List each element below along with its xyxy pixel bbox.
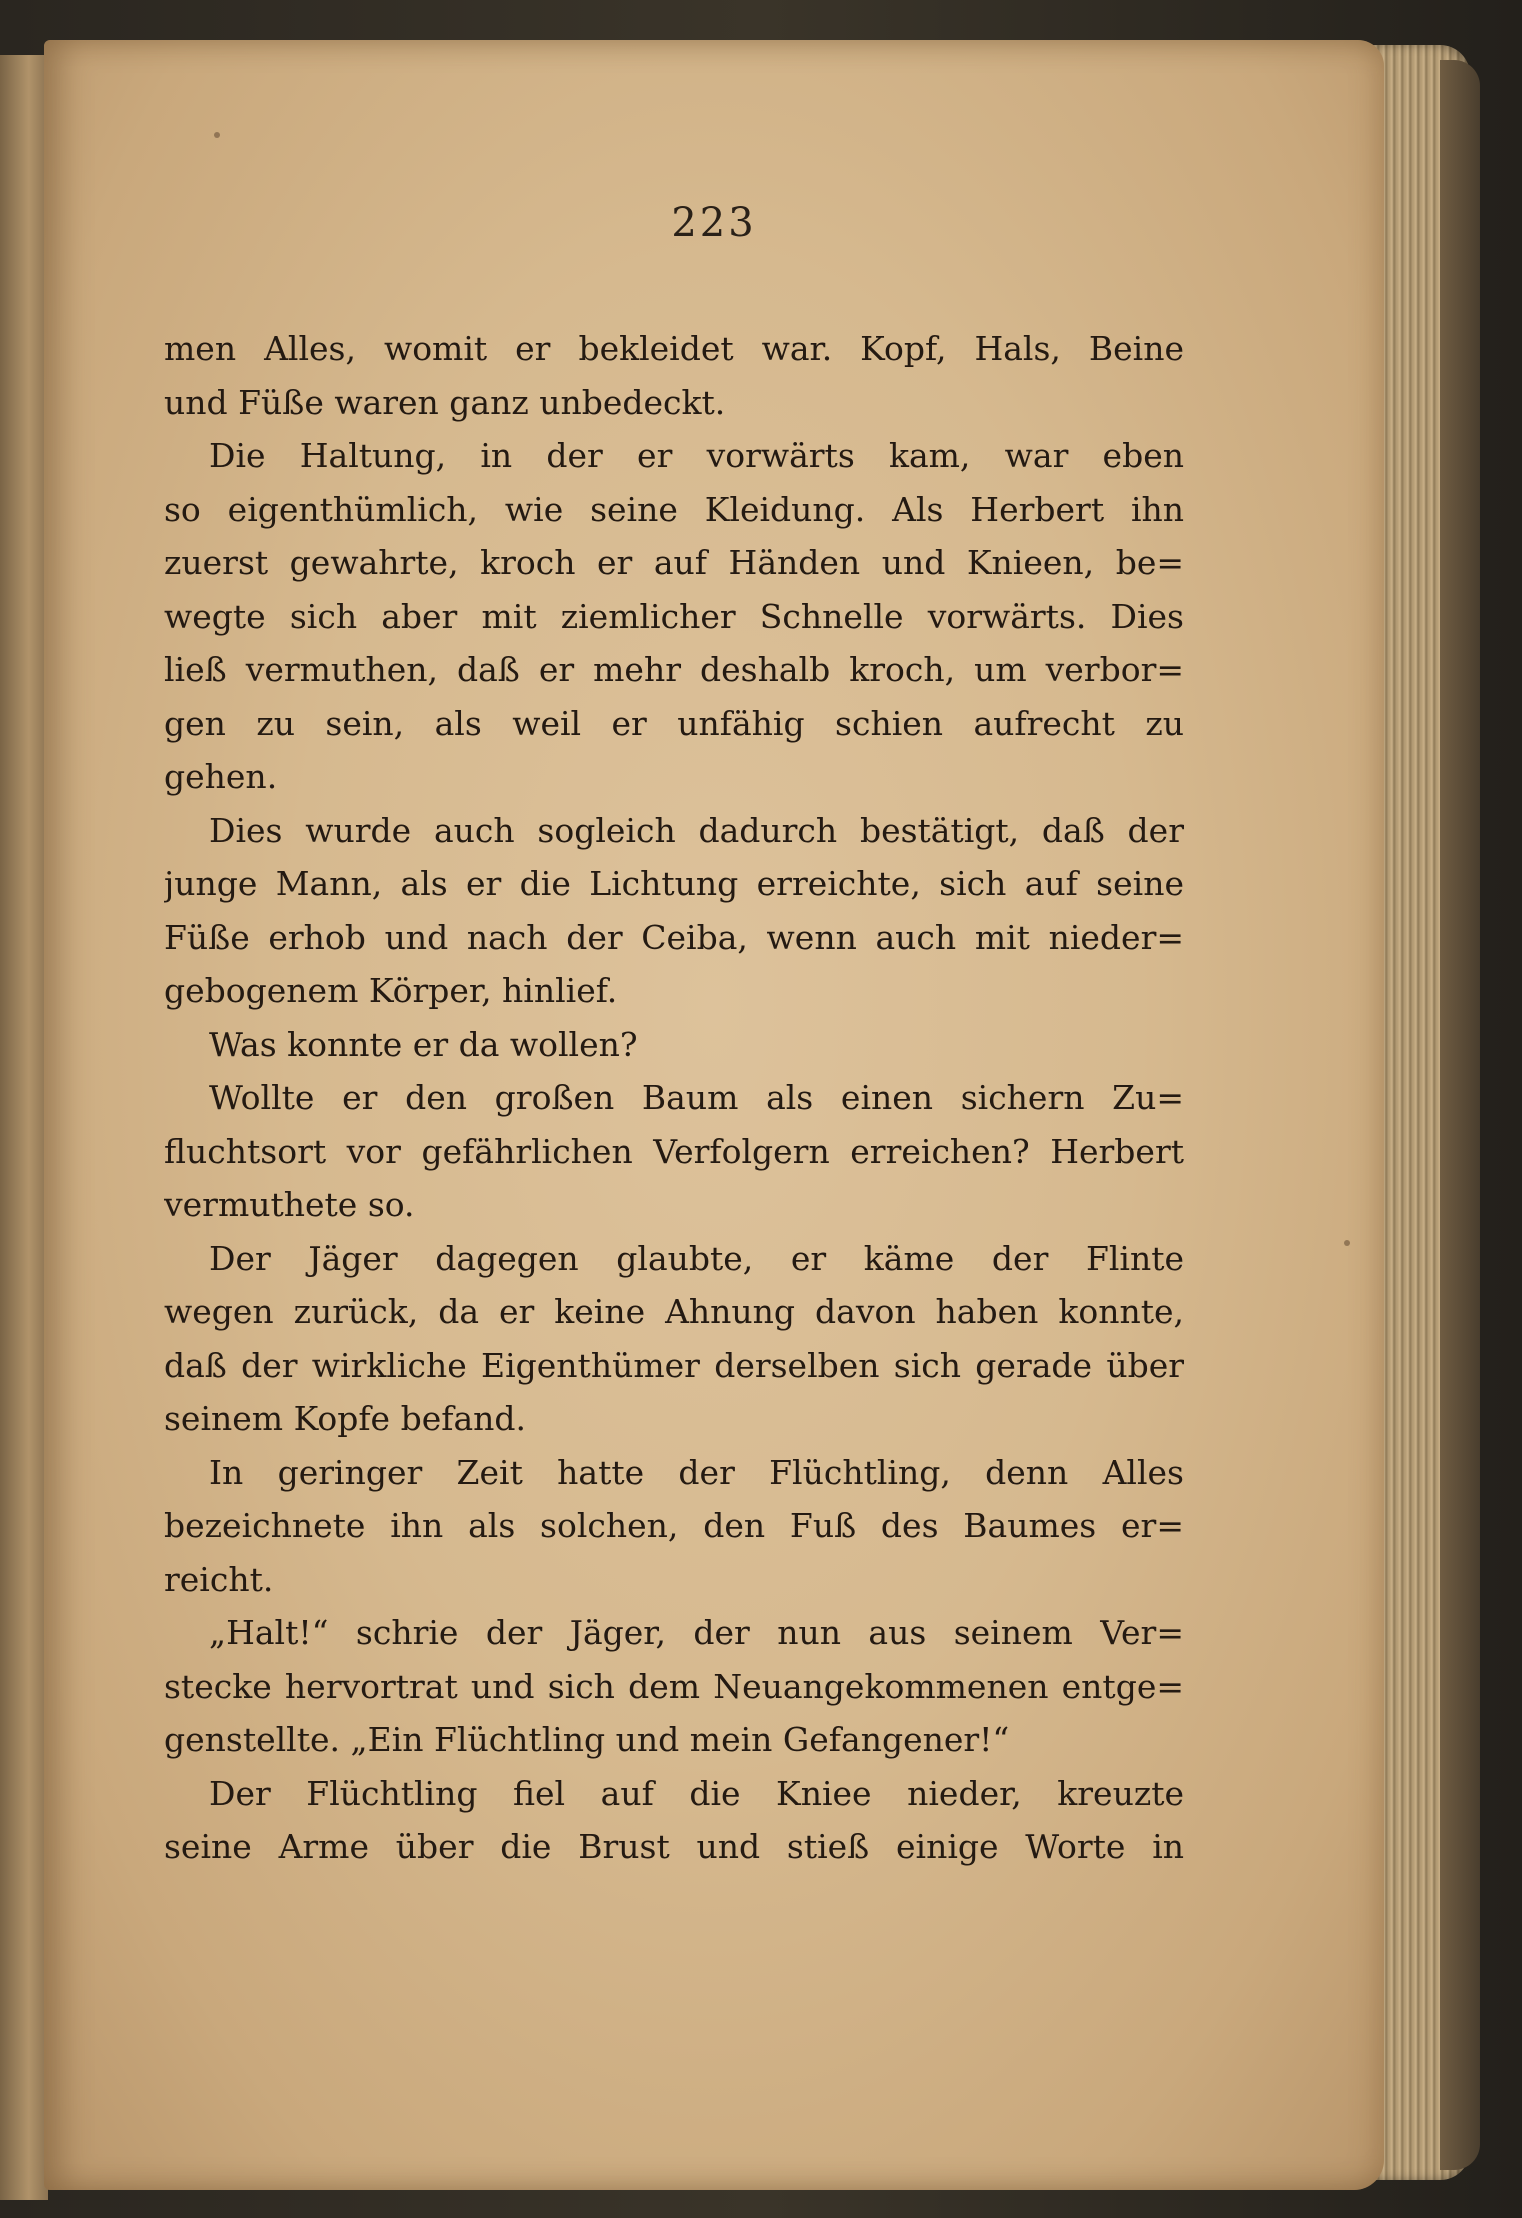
text-line: gebogenem Körper, hinlief. [164, 971, 618, 1010]
text-line: In geringer Zeit hatte der Flüchtling, denn Alles [209, 1452, 1184, 1492]
book-page [44, 40, 1384, 2190]
text-line: seine Arme über die Brust und stieß einige Worte in [164, 1827, 1184, 1866]
page-text [164, 322, 1184, 1874]
text-line: seinem Kopfe befand. [164, 1399, 526, 1438]
text-line: ließ vermuthen, daß er mehr deshalb kroch, um verbor= [164, 650, 1184, 689]
text-line: Wollte er den großen Baum als einen sichern Zu= [209, 1078, 1184, 1117]
text-line: fluchtsort vor gefährlichen Verfolgern erreichen? Herbert [164, 1131, 1184, 1171]
text-line: wegen zurück, da er keine Ahnung davon haben konnte, [164, 1292, 1184, 1331]
text-line: vermuthete so. [164, 1185, 415, 1224]
text-line: Dies wurde auch sogleich dadurch bestätigt, daß der [209, 810, 1184, 850]
text-line: Der Flüchtling fiel auf die Kniee nieder, kreuzte [209, 1773, 1184, 1813]
text-line: „Halt!“ schrie der Jäger, der nun aus seinem Ver= [209, 1613, 1184, 1652]
text-line: bezeichnete ihn als solchen, den Fuß des Baumes er= [164, 1506, 1184, 1545]
text-line: Was konnte er da wollen? [209, 1024, 638, 1064]
text-line: wegte sich aber mit ziemlicher Schnelle vorwärts. Dies [164, 596, 1184, 636]
text-line: stecke hervortrat und sich dem Neuangekommenen entge= [164, 1666, 1184, 1706]
text-line: gehen. [164, 757, 278, 796]
page-number: 223 [671, 200, 757, 246]
paper-speck [214, 132, 220, 138]
text-line: reicht. [164, 1559, 274, 1599]
text-line: Die Haltung, in der er vorwärts kam, war eben [209, 436, 1184, 475]
text-line: junge Mann, als er die Lichtung erreichte, sich auf seine [164, 864, 1184, 903]
text-line: und Füße waren ganz unbedeckt. [164, 382, 726, 422]
previous-page-edge [0, 55, 48, 2200]
text-line: so eigenthümlich, wie seine Kleidung. Als Herbert ihn [164, 489, 1184, 529]
text-line: gen zu sein, als weil er unfähig schien aufrecht zu [164, 703, 1184, 743]
paper-speck [1344, 1240, 1350, 1246]
back-cover-edge [1440, 60, 1480, 2170]
text-line: daß der wirkliche Eigenthümer derselben sich gerade über [164, 1345, 1184, 1385]
text-line: Der Jäger dagegen glaubte, er käme der Flinte [209, 1238, 1184, 1278]
text-line: genstellte. „Ein Flüchtling und mein Gefangener!“ [164, 1720, 1010, 1759]
text-line: men Alles, womit er bekleidet war. Kopf, Hals, Beine [164, 329, 1184, 368]
text-line: zuerst gewahrte, kroch er auf Händen und Knieen, be= [164, 543, 1184, 582]
text-line: Füße erhob und nach der Ceiba, wenn auch mit nieder= [164, 917, 1184, 957]
